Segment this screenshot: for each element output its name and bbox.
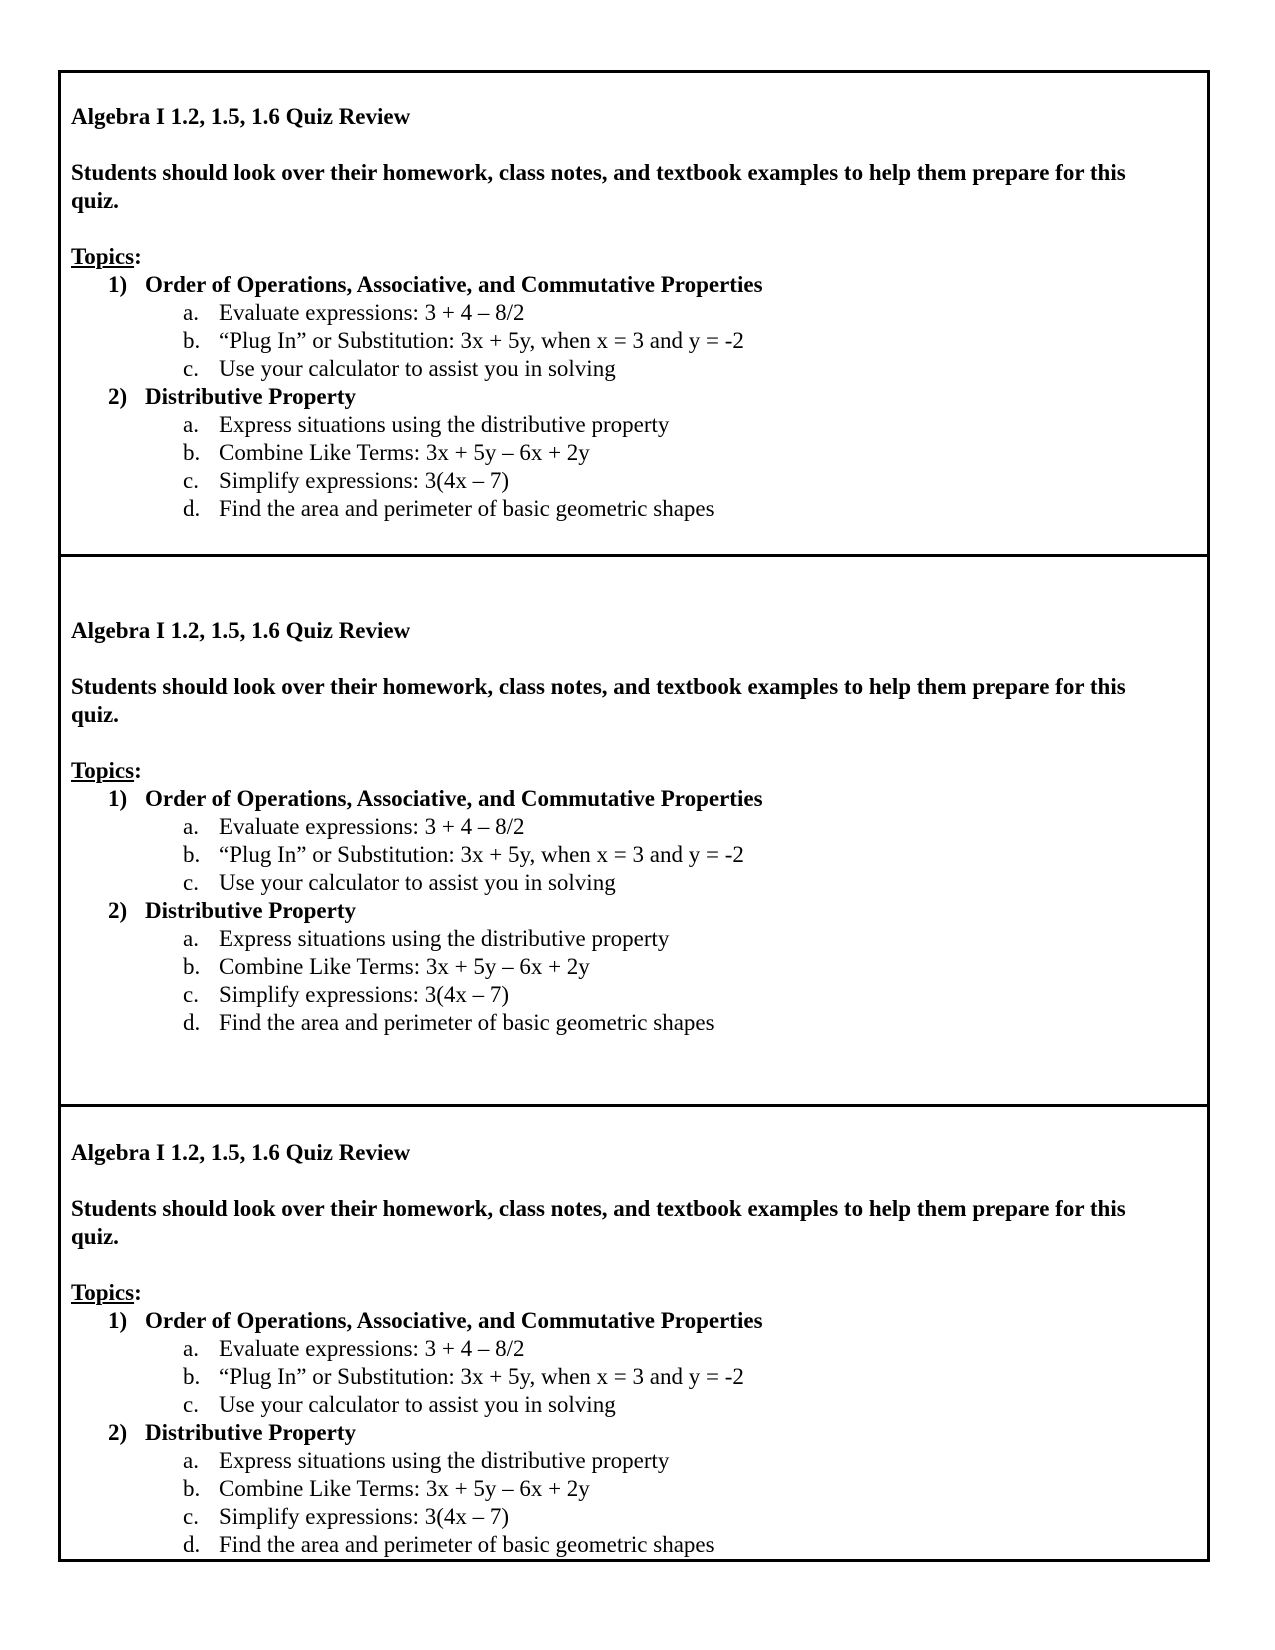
topic-item bbox=[71, 869, 1177, 897]
card-title: Algebra I 1.2, 1.5, 1.6 Quiz Review bbox=[71, 104, 411, 129]
item-letter: d. bbox=[183, 1010, 201, 1035]
topic-number: 1) bbox=[108, 272, 128, 297]
item-letter: a. bbox=[183, 1448, 199, 1473]
item-letter: a. bbox=[183, 300, 199, 325]
item-text: Evaluate expressions: 3 + 4 – 8/2 bbox=[219, 814, 525, 839]
topic-item bbox=[71, 1363, 1177, 1391]
topic-item bbox=[71, 981, 1177, 1009]
item-text: Combine Like Terms: 3x + 5y – 6x + 2y bbox=[219, 954, 590, 979]
topic-item bbox=[71, 953, 1177, 981]
item-letter: a. bbox=[183, 814, 199, 839]
topic-title: Distributive Property bbox=[145, 1420, 357, 1445]
item-text: Simplify expressions: 3(4x – 7) bbox=[219, 1504, 510, 1529]
item-letter: c. bbox=[183, 356, 199, 381]
topic-item bbox=[71, 439, 1177, 467]
topic-heading bbox=[71, 1419, 1177, 1447]
item-text: Express situations using the distributive property bbox=[219, 1448, 670, 1473]
topics-label: Topics bbox=[71, 244, 135, 269]
card-intro: Students should look over their homework, class notes, and textbook examples to help them prepare for this quiz. bbox=[71, 674, 1126, 727]
card-intro: Students should look over their homework, class notes, and textbook examples to help them prepare for this quiz. bbox=[71, 160, 1126, 213]
item-letter: c. bbox=[183, 870, 199, 895]
item-text: Simplify expressions: 3(4x – 7) bbox=[219, 468, 510, 493]
card-title: Algebra I 1.2, 1.5, 1.6 Quiz Review bbox=[71, 618, 411, 643]
topic-title: Order of Operations, Associative, and Commutative Properties bbox=[145, 272, 763, 297]
topics-heading bbox=[71, 757, 1177, 785]
item-text: “Plug In” or Substitution: 3x + 5y, when x = 3 and y = -2 bbox=[219, 328, 744, 353]
item-letter: a. bbox=[183, 1336, 199, 1361]
item-text: Combine Like Terms: 3x + 5y – 6x + 2y bbox=[219, 1476, 590, 1501]
topic-heading bbox=[71, 383, 1177, 411]
topic-number: 2) bbox=[108, 898, 128, 923]
topic-heading bbox=[71, 897, 1177, 925]
topic-number: 1) bbox=[108, 1308, 128, 1333]
item-text: Express situations using the distributive property bbox=[219, 926, 670, 951]
topic-item bbox=[71, 1475, 1177, 1503]
item-text: “Plug In” or Substitution: 3x + 5y, when x = 3 and y = -2 bbox=[219, 1364, 744, 1389]
item-letter: b. bbox=[183, 328, 201, 353]
topic-item bbox=[71, 925, 1177, 953]
item-letter: c. bbox=[183, 982, 199, 1007]
item-letter: b. bbox=[183, 1476, 201, 1501]
topic-item bbox=[71, 1391, 1177, 1419]
item-letter: c. bbox=[183, 1392, 199, 1417]
item-letter: b. bbox=[183, 954, 201, 979]
topic-item bbox=[71, 355, 1177, 383]
topics-colon: : bbox=[134, 244, 142, 269]
review-card bbox=[61, 554, 1207, 1104]
item-letter: b. bbox=[183, 440, 201, 465]
item-text: Find the area and perimeter of basic geometric shapes bbox=[219, 496, 715, 521]
card-intro: Students should look over their homework, class notes, and textbook examples to help them prepare for this quiz. bbox=[71, 1196, 1126, 1249]
topic-item bbox=[71, 813, 1177, 841]
item-text: Evaluate expressions: 3 + 4 – 8/2 bbox=[219, 300, 525, 325]
item-letter: d. bbox=[183, 496, 201, 521]
topic-heading bbox=[71, 1307, 1177, 1335]
item-text: Use your calculator to assist you in solving bbox=[219, 1392, 616, 1417]
topic-item bbox=[71, 299, 1177, 327]
topic-number: 2) bbox=[108, 1420, 128, 1445]
topic-number: 2) bbox=[108, 384, 128, 409]
topic-item bbox=[71, 1531, 1177, 1559]
topic-title: Distributive Property bbox=[145, 898, 357, 923]
item-letter: a. bbox=[183, 926, 199, 951]
topics-heading bbox=[71, 243, 1177, 271]
review-sheet bbox=[58, 70, 1210, 1562]
topic-title: Distributive Property bbox=[145, 384, 357, 409]
topic-heading bbox=[71, 271, 1177, 299]
item-letter: d. bbox=[183, 1532, 201, 1557]
item-text: Combine Like Terms: 3x + 5y – 6x + 2y bbox=[219, 440, 590, 465]
topic-item bbox=[71, 411, 1177, 439]
topic-item bbox=[71, 1009, 1177, 1037]
item-letter: b. bbox=[183, 842, 201, 867]
topic-title: Order of Operations, Associative, and Commutative Properties bbox=[145, 1308, 763, 1333]
topics-label: Topics bbox=[71, 758, 135, 783]
topic-title: Order of Operations, Associative, and Commutative Properties bbox=[145, 786, 763, 811]
topic-item bbox=[71, 1503, 1177, 1531]
topic-item bbox=[71, 1447, 1177, 1475]
topics-heading bbox=[71, 1279, 1177, 1307]
card-title: Algebra I 1.2, 1.5, 1.6 Quiz Review bbox=[71, 1140, 411, 1165]
item-letter: c. bbox=[183, 1504, 199, 1529]
item-text: Evaluate expressions: 3 + 4 – 8/2 bbox=[219, 1336, 525, 1361]
topic-item bbox=[71, 1335, 1177, 1363]
item-text: Use your calculator to assist you in solving bbox=[219, 870, 616, 895]
item-letter: c. bbox=[183, 468, 199, 493]
item-text: Find the area and perimeter of basic geometric shapes bbox=[219, 1532, 715, 1557]
item-text: “Plug In” or Substitution: 3x + 5y, when x = 3 and y = -2 bbox=[219, 842, 744, 867]
topics-label: Topics bbox=[71, 1280, 135, 1305]
topic-item bbox=[71, 327, 1177, 355]
topic-item bbox=[71, 841, 1177, 869]
item-letter: a. bbox=[183, 412, 199, 437]
topic-item bbox=[71, 495, 1177, 523]
item-text: Find the area and perimeter of basic geometric shapes bbox=[219, 1010, 715, 1035]
topic-heading bbox=[71, 785, 1177, 813]
topic-item bbox=[71, 467, 1177, 495]
topics-colon: : bbox=[134, 1280, 142, 1305]
review-card bbox=[61, 1104, 1207, 1559]
topics-colon: : bbox=[134, 758, 142, 783]
topic-number: 1) bbox=[108, 786, 128, 811]
item-text: Simplify expressions: 3(4x – 7) bbox=[219, 982, 510, 1007]
item-text: Use your calculator to assist you in solving bbox=[219, 356, 616, 381]
review-card bbox=[61, 73, 1207, 554]
item-letter: b. bbox=[183, 1364, 201, 1389]
item-text: Express situations using the distributive property bbox=[219, 412, 670, 437]
